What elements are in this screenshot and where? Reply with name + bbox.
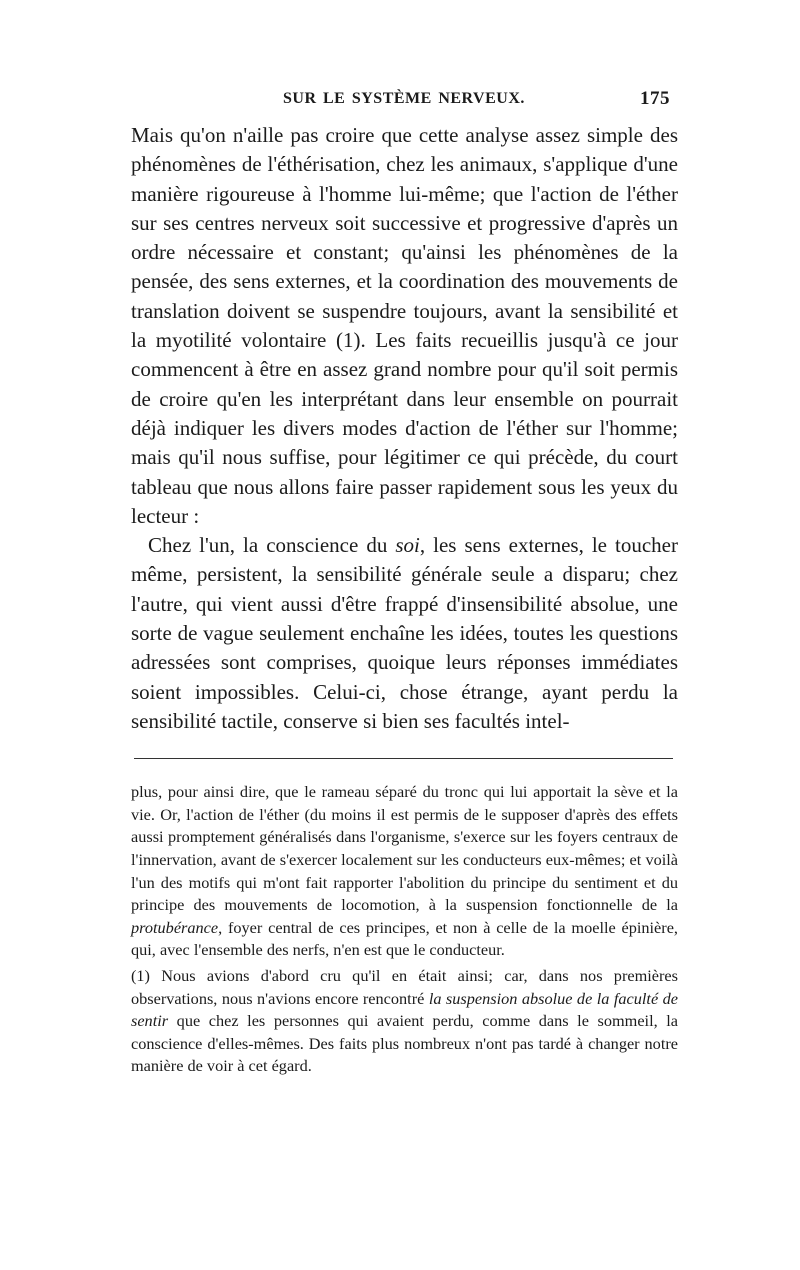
main-text [131, 121, 678, 736]
footnote-text: , foyer central de ces principes, et non à celle de la moelle épinière, qui, avec l'ensemble des nerfs, n'en est que le conducteur. [131, 917, 678, 960]
footnote-reference: (1) [336, 328, 361, 353]
footnotes [131, 781, 678, 1078]
footnote-separator [134, 758, 673, 759]
paragraph [131, 531, 678, 736]
book-page [131, 88, 678, 1078]
paragraph-text: . Les faits recueillis jusqu'à ce jour commencent à être en assez grand nombre pour qu'il soit permis de croire qu'en les interprétant dans leur ensemble on pourrait déjà indiquer les divers modes d'action de l'éther sur l'homme; mais qu'il nous suffise, pour légitimer ce qui précède, du court tableau que nous allons faire passer rapidement sous les yeux du lecteur : [131, 328, 679, 528]
emphasis-text: la suspension absolue de la faculté de sentir [131, 988, 678, 1031]
page-number: 175 [640, 88, 670, 109]
paragraph-text: , les sens externes, le toucher même, persistent, la sensibilité générale seule a disparu; chez l'autre, qui vient aussi d'être frappé d'insensibilité absolue, une sorte de vague seulement enchaîne les idées, toutes les questions adressées sont comprises, quoique leurs réponses immédiates soient impossibles. Celui-ci, chose étrange, ayant perdu la sensibilité tactile, conserve si bien ses facultés intel- [131, 533, 678, 733]
emphasis-text: soi [395, 533, 420, 558]
footnote-text: plus, pour ainsi dire, que le rameau séparé du tronc qui lui apportait la sève et la vie. Or, l'action de l'éther (du moins il est permis de le supposer d'après des effets aussi promptement généralisés dans l'organisme, s'exerce sur les foyers centraux de l'innervation, avant de s'exercer localement sur les conducteurs eux-mêmes; et voilà l'un des motifs qui m'ont fait rapporter l'abolition du principe du sentiment et du principe des mouvements de locomotion, à la suspension fonctionnelle de la [131, 782, 678, 915]
footnote-text: (1) Nous avions d'abord cru qu'il en était ainsi; car, dans nos premières observations, nous n'avions encore rencontré [131, 965, 678, 1008]
paragraph-text: Chez l'un, la conscience du [148, 533, 396, 558]
paragraph [131, 121, 678, 531]
footnote-text: que chez les personnes qui avaient perdu, comme dans le sommeil, la conscience d'elles-mêmes. Des faits plus nombreux n'ont pas tardé à changer notre manière de voir à cet égard. [131, 1011, 678, 1076]
footnote-1 [131, 965, 678, 1078]
emphasis-text: protubérance [131, 917, 219, 937]
running-head [131, 88, 678, 114]
paragraph-text: Mais qu'on n'aille pas croire que cette analyse assez simple des phénomènes de l'éthérisation, chez les animaux, s'applique d'une manière rigoureuse à l'homme lui-même; que l'action de l'éther sur ses centres nerveux soit successive et progressive d'après un ordre nécessaire et constant; qu'ainsi les phénomènes de la pensée, des sens externes, et la coordination des mouvements de translation doivent se suspendre toujours, avant la sensibilité et la myotilité volontaire [131, 123, 678, 353]
running-title: SUR LE SYSTÈME NERVEUX. [283, 90, 525, 107]
footnote-continued [131, 781, 678, 962]
